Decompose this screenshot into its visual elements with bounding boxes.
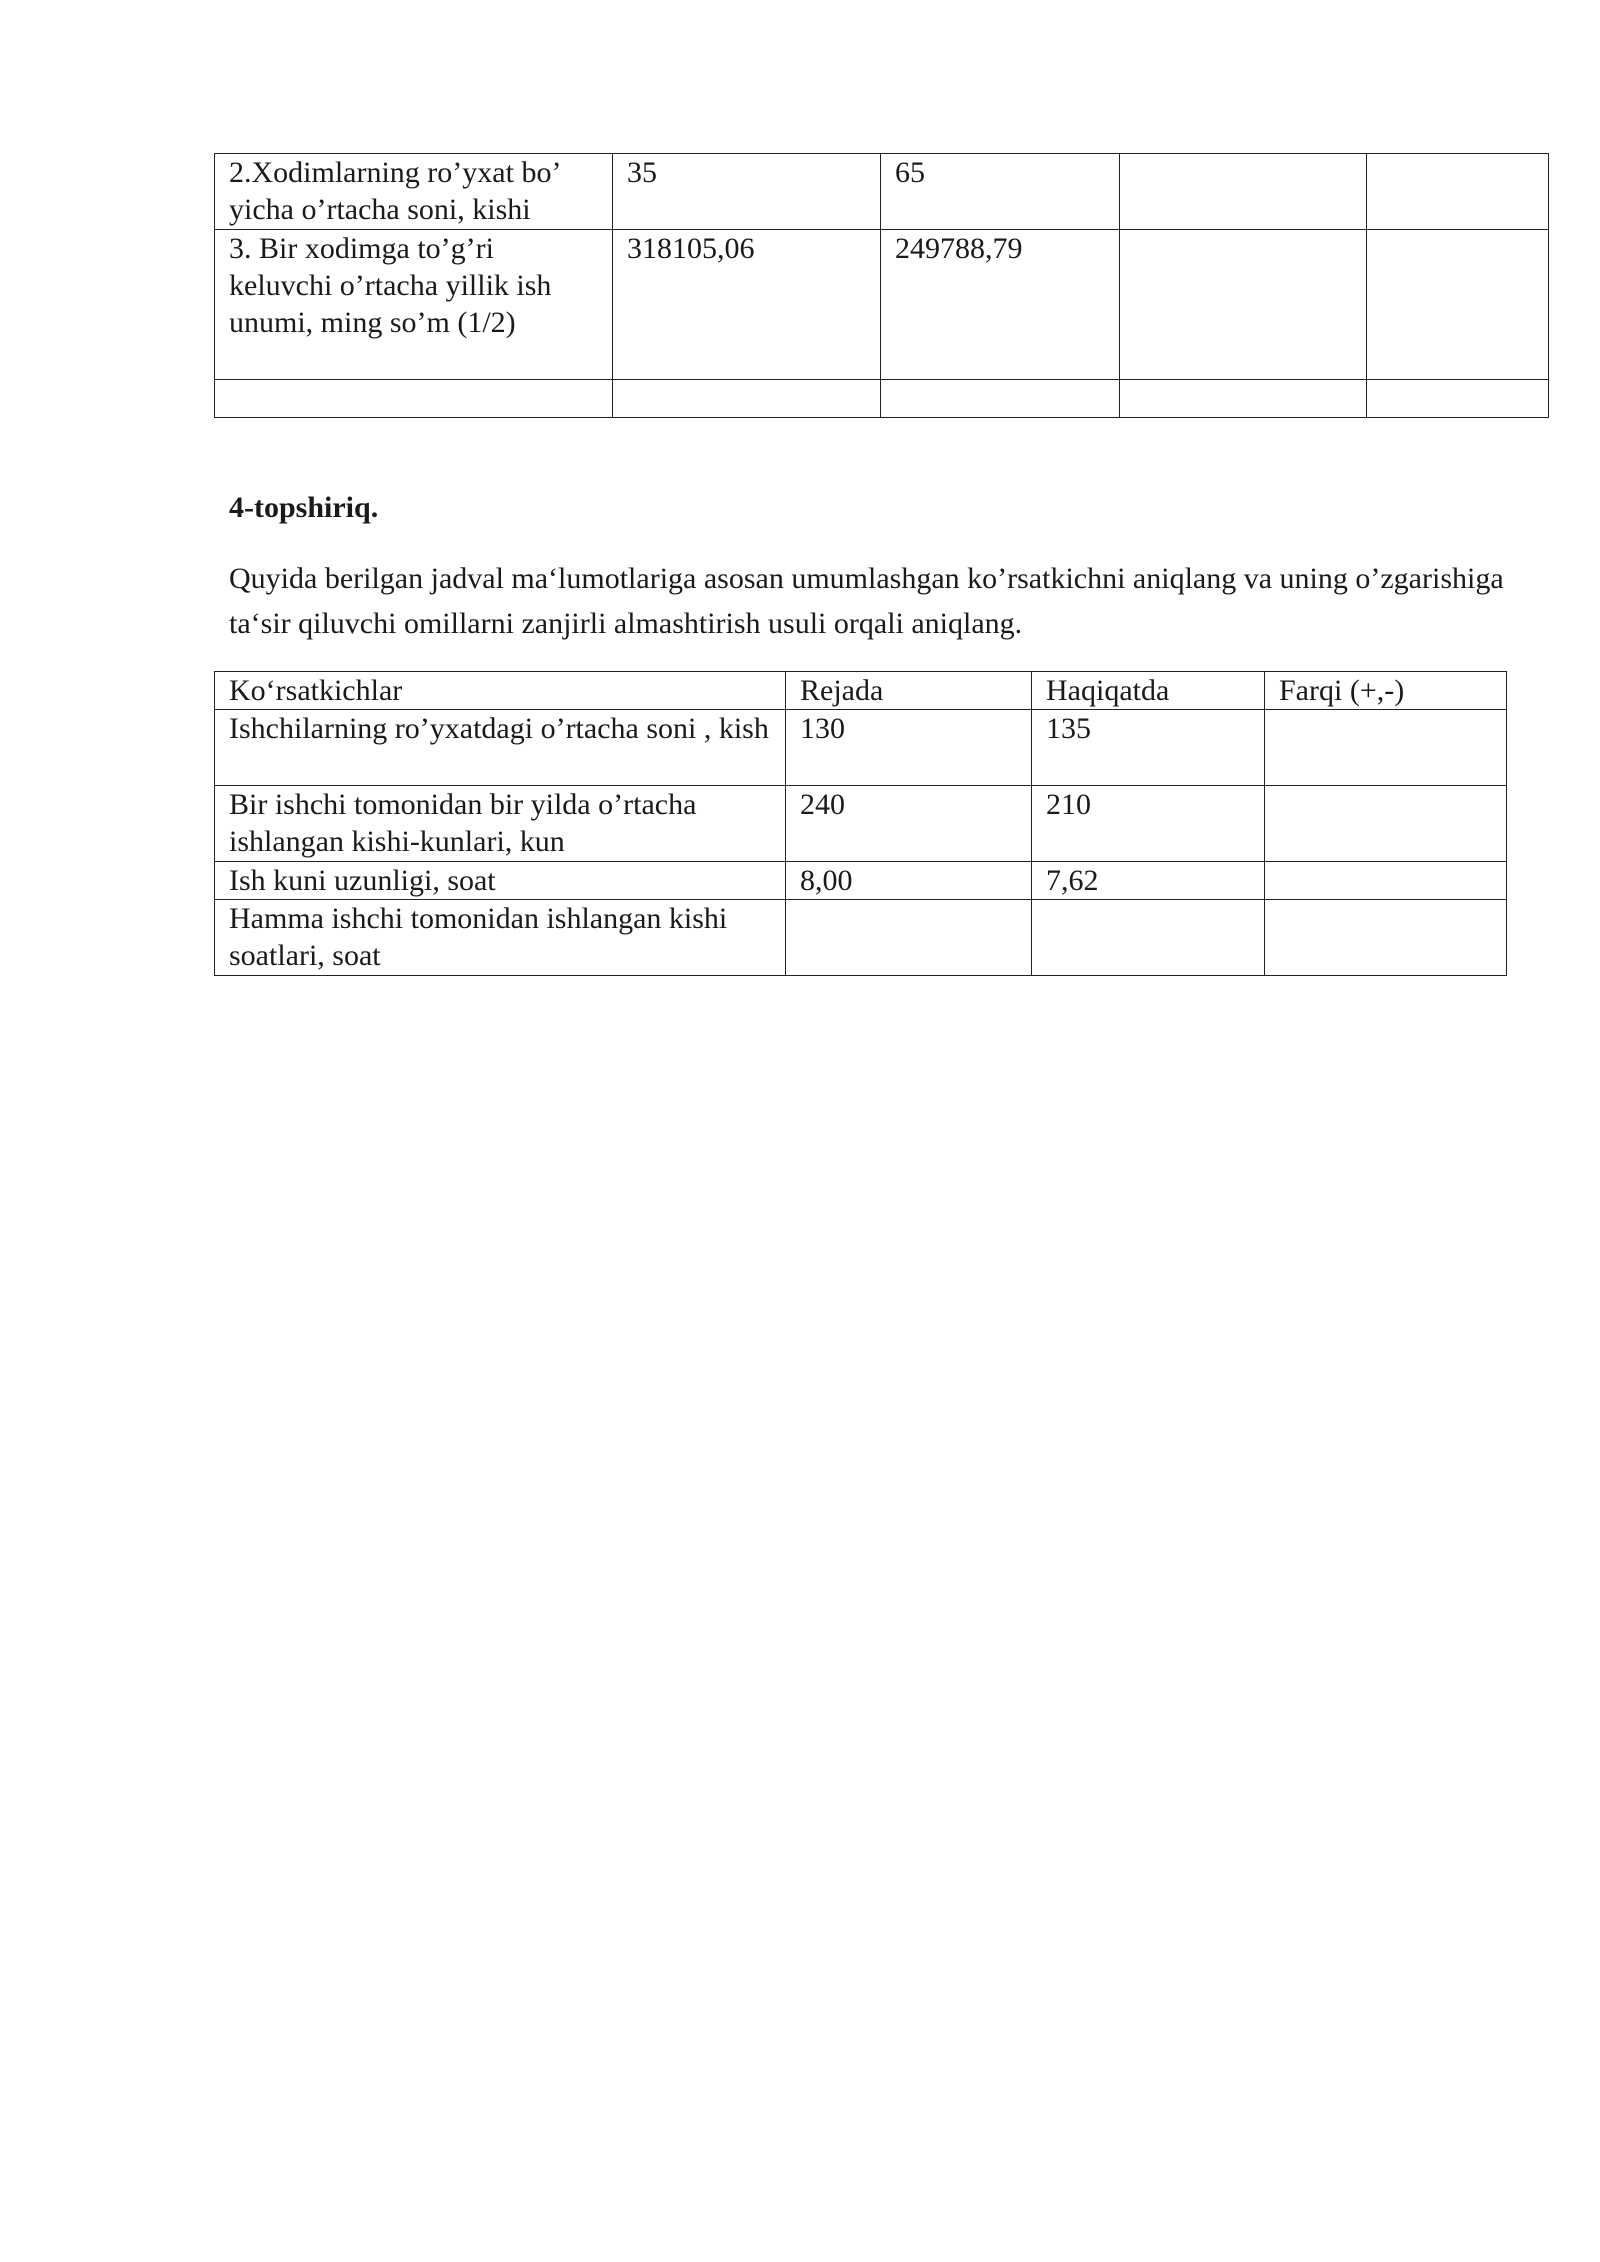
row-label-cell: Hamma ishchi tomonidan ishlangan kishi soatlari, soat xyxy=(215,900,786,976)
value-cell xyxy=(1120,230,1367,380)
value-cell: 318105,06 xyxy=(613,230,881,380)
top-data-table xyxy=(214,153,1549,418)
actual-cell: 210 xyxy=(1032,786,1265,862)
task-data-table xyxy=(214,671,1507,976)
table-row xyxy=(215,230,1549,380)
value-cell xyxy=(1367,230,1549,380)
row-label-cell: Ishchilarning ro’yxatdagi o’rtacha soni , kish xyxy=(215,710,786,786)
value-cell: 65 xyxy=(881,154,1120,230)
plan-cell: 240 xyxy=(786,786,1032,862)
plan-cell: 8,00 xyxy=(786,862,1032,900)
task-heading: 4-topshiriq. xyxy=(229,491,379,524)
value-cell xyxy=(1367,380,1549,418)
value-cell xyxy=(881,380,1120,418)
value-cell: 249788,79 xyxy=(881,230,1120,380)
header-cell: Farqi (+,-) xyxy=(1265,672,1507,710)
plan-cell: 130 xyxy=(786,710,1032,786)
value-cell xyxy=(1120,154,1367,230)
row-label-cell xyxy=(215,380,613,418)
value-cell: 35 xyxy=(613,154,881,230)
row-label-cell: Ish kuni uzunligi, soat xyxy=(215,862,786,900)
value-cell xyxy=(1120,380,1367,418)
row-label-cell: 2.Xodimlarning ro’yxat bo’ yicha o’rtacha soni, kishi xyxy=(215,154,613,230)
diff-cell xyxy=(1265,710,1507,786)
row-label-cell: Bir ishchi tomonidan bir yilda o’rtacha ishlangan kishi-kunlari, kun xyxy=(215,786,786,862)
table-row xyxy=(215,154,1549,230)
header-cell: Rejada xyxy=(786,672,1032,710)
plan-cell xyxy=(786,900,1032,976)
diff-cell xyxy=(1265,900,1507,976)
value-cell xyxy=(613,380,881,418)
table-header-row xyxy=(215,672,1507,710)
value-cell xyxy=(1367,154,1549,230)
actual-cell xyxy=(1032,900,1265,976)
header-cell: Haqiqatda xyxy=(1032,672,1265,710)
actual-cell: 135 xyxy=(1032,710,1265,786)
actual-cell: 7,62 xyxy=(1032,862,1265,900)
table-row xyxy=(215,380,1549,418)
header-cell: Ko‘rsatkichlar xyxy=(215,672,786,710)
table-row xyxy=(215,786,1507,862)
table-row xyxy=(215,710,1507,786)
table-row xyxy=(215,862,1507,900)
diff-cell xyxy=(1265,786,1507,862)
diff-cell xyxy=(1265,862,1507,900)
task-description: Quyida berilgan jadval ma‘lumotlariga asosan umumlashgan ko’rsatkichni aniqlang va uning o’zgarishiga ta‘sir qiluvchi omillarni zanjirli almashtirish usuli orqali aniqlang. xyxy=(229,562,1504,640)
table-row xyxy=(215,900,1507,976)
row-label-cell: 3. Bir xodimga to’g’ri keluvchi o’rtacha yillik ish unumi, ming so’m (1/2) xyxy=(215,230,613,380)
